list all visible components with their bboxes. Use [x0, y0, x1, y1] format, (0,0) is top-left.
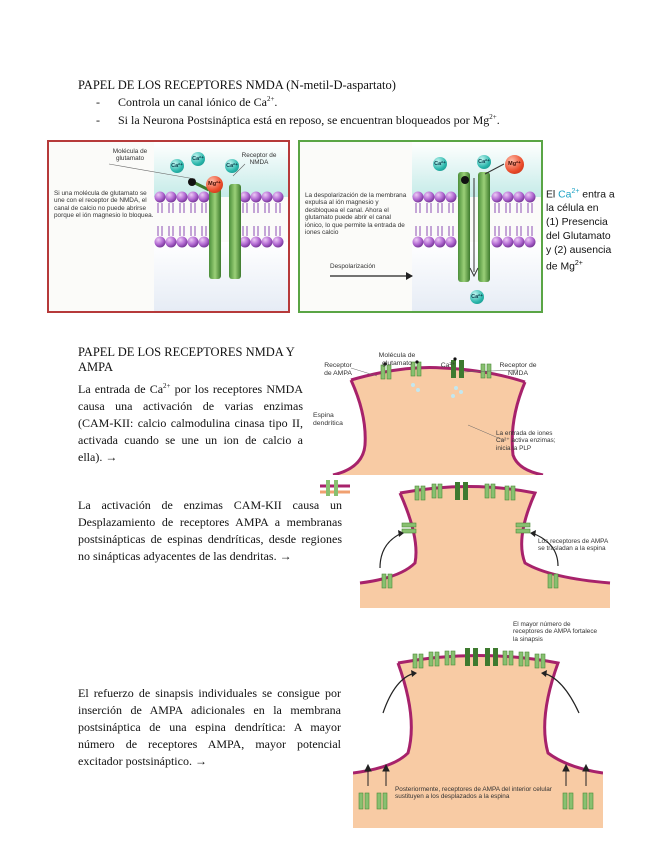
label-ampa-replacement: Posteriormente, receptores de AMPA del interior celular sustituyen a los desplazados a la espina: [395, 786, 552, 801]
label-glutamate: Molécula de glutamato: [112, 148, 148, 163]
label-calcium: Ca²⁺: [440, 362, 456, 369]
bullet-item: - Si la Neurona Postsináptica está en reposo, se encuentran bloqueados por $Mg^{2+}$.: [96, 113, 500, 127]
paragraph-ampa-displacement: La activación de enzimas CAM-KII causa un Desplazamiento de receptores AMPA a membranas postsinápticas de espinas dendríticas, desde regiones no sinápticas adyacentes de las dendritas. →: [78, 498, 342, 563]
paragraph-camkii-activation: La entrada de $Ca^{2+}$ por los receptores NMDA causa una activación de varias enzimas (CAM-KII: calcio calmodulina cinasa tipo II, activada cuando se une un ion de calcio a ella). →: [78, 382, 303, 464]
dendritic-spine-figure-3: [353, 618, 603, 828]
label-nmda-receptor: Receptor de NMDA: [241, 152, 277, 167]
label-synapse-strengthening: El mayor número de receptores de AMPA fortalece la sinapsis: [513, 621, 598, 643]
section-title-nmda: PAPEL DE LOS RECEPTORES NMDA (N-metil-D-aspartato): [78, 78, 396, 92]
label-ampa-receptor: Receptor de AMPA: [324, 362, 352, 377]
dendritic-spine-figure-2: [320, 478, 620, 608]
nmda-open-figure: [298, 140, 543, 313]
magnesium-ion: Mg²⁺: [505, 155, 524, 174]
caption-blocked: Si una molécula de glutamato se une con el receptor de NMDA, el canal de calcio no puede abrirse porque el ión magnesio lo bloquea.: [54, 190, 154, 220]
section-title-nmda-ampa: PAPEL DE LOS RECEPTORES NMDA Y AMPA: [78, 345, 295, 374]
label-ampa-translocation: Los receptores de AMPA se trasladan a la espina: [538, 538, 608, 553]
calcium-ion: Ca²⁺: [433, 157, 447, 171]
dendritic-spine-figure-1: [313, 340, 563, 475]
membrane-channel-illustration: [49, 142, 288, 311]
label-nmda-receptor: Receptor de NMDA: [499, 362, 537, 377]
magnesium-ion: Mg²⁺: [206, 176, 223, 193]
label-depolarization: Despolarización: [330, 263, 376, 270]
nmda-blocked-figure: [47, 140, 290, 313]
spine-illustration: [313, 340, 563, 475]
bullet-item: - Controla un canal iónico de $Ca^{2+}$.: [96, 95, 278, 109]
caption-depolarization: La despolarización de la membrana expulsa al ión magnesio y desbloquea el canal. Ahora el glutamato puede abrir el canal iónico, lo que permite la entrada de iones calcio: [305, 192, 407, 237]
calcium-ion: Ca²⁺: [225, 159, 239, 173]
label-enzyme-activation: La entrada de iones Ca²⁺ activa enzimas; inicia la PLP: [496, 430, 556, 452]
label-dendritic-spine: Espina dendrítica: [313, 412, 343, 427]
calcium-ion: Ca²⁺: [191, 152, 205, 166]
paragraph-synapse-reinforcement: El refuerzo de sinapsis individuales se consigue por inserción de AMPA adicionales en la membrana postsináptica de una espina dendrítica: A mayor número de receptores AMPA, mayor potencial excitador postsináptico. →: [78, 686, 341, 768]
calcium-ion: Ca²⁺: [170, 159, 184, 173]
calcium-ion: Ca²⁺: [470, 290, 484, 304]
label-glutamate: Molécula de glutamato: [378, 352, 416, 367]
calcium-entry-note: El $Ca^{2+}$ entra a la célula en (1) Presencia del Glutamato y (2) ausencia de $Mg^{2+}$: [546, 188, 615, 273]
calcium-ion: Ca²⁺: [477, 155, 491, 169]
